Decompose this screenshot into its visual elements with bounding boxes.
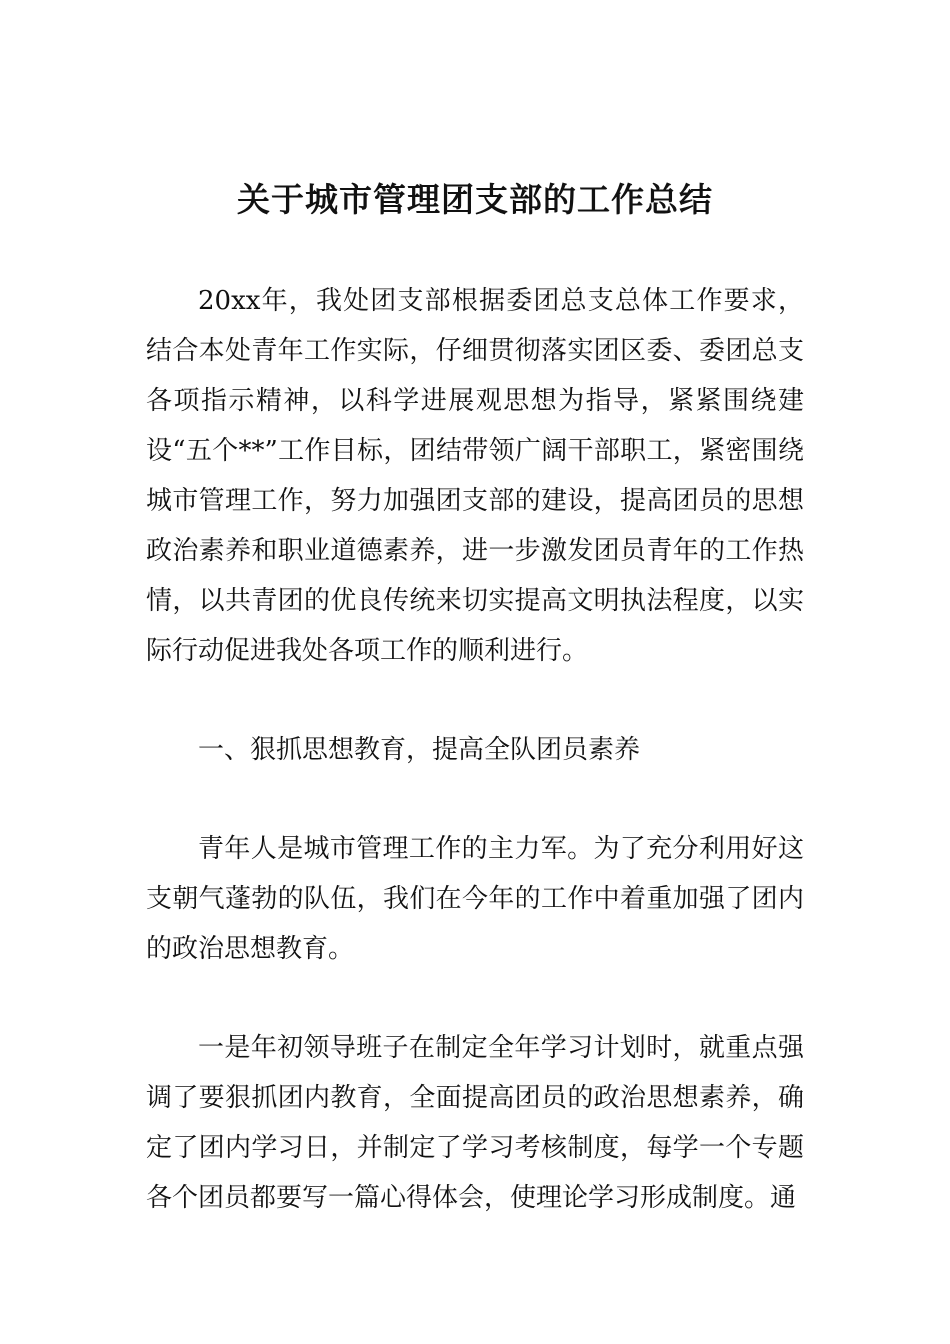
body-paragraph: 青年人是城市管理工作的主力军。为了充分利用好这支朝气蓬勃的队伍，我们在今年的工作中着重加强了团内的政治思想教育。 (146, 834, 804, 964)
body-paragraph: 一是年初领导班子在制定全年学习计划时，就重点强调了要狠抓团内教育，全面提高团员的政治思想素养，确定了团内学习日，并制定了学习考核制度，每学一个专题各个团员都要写一篇心得体会，使理论学习形成制度。通 (146, 1033, 804, 1213)
paragraph-gap (146, 676, 804, 725)
section-heading: 一、狠抓思想教育，提高全队团员素养 (198, 735, 641, 765)
document-body (146, 276, 804, 1223)
document-title: 关于城市管理团支部的工作总结 (237, 180, 713, 219)
paragraph-gap (146, 775, 804, 824)
intro-paragraph: 20xx年，我处团支部根据委团总支总体工作要求，结合本处青年工作实际，仔细贯彻落实团区委、委团总支各项指示精神，以科学进展观思想为指导，紧紧围绕建设“五个**”工作目标，团结带领广阔干部职工，紧密围绕城市管理工作，努力加强团支部的建设，提高团员的思想政治素养和职业道德素养，进一步激发团员青年的工作热情，以共青团的优良传统来切实提高文明执法程度，以实际行动促进我处各项工作的顺利进行。 (146, 286, 804, 666)
paragraph-gap (146, 974, 804, 1023)
